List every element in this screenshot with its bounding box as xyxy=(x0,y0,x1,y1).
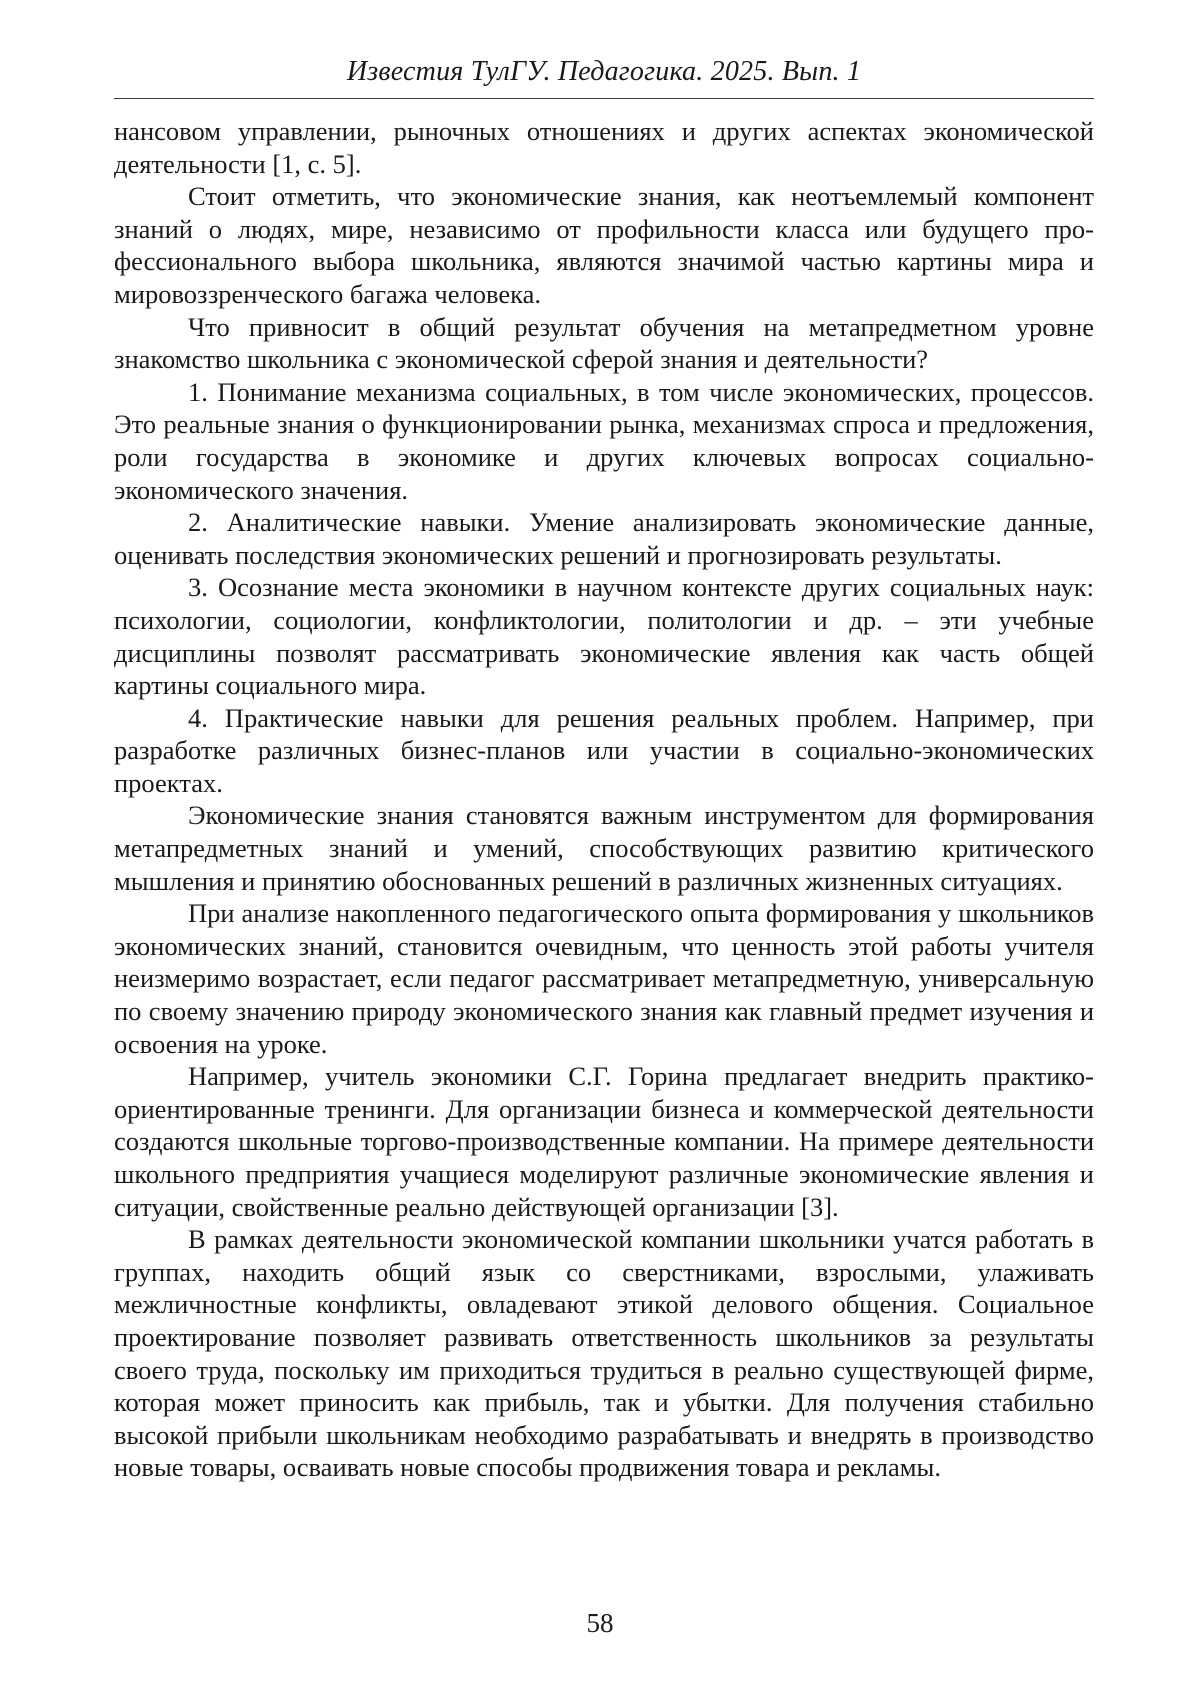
page-number: 58 xyxy=(586,1608,614,1638)
paragraph: Что привносит в общий результат обучения на метапредметном уровне знакомство школьника с экономической сферой знания и деятельности? xyxy=(114,311,1094,375)
list-item-paragraph: 4. Практические навыки для решения реальных проблем. Например, при разработке различных бизнес-планов или участии в социально-экономических проектах. xyxy=(114,702,1094,798)
paragraph: При анализе накопленного педагогического опыта формирования у школьников экономических знаний, становится очевидным, что ценность этой работы учителя неизмеримо возрастает, если педагог рассматривает метапредметную, универсальную по своему значению природу экономического знания как главный предмет изучения и освоения на уроке. xyxy=(114,898,1094,1059)
list-item-paragraph: 1. Понимание механизма социальных, в том числе экономических, процессов. Это реальные знания о функционировании рынка, механизмах спроса и предложения, роли государства в экономике и других ключевых вопросах социально-экономического значения. xyxy=(114,376,1094,505)
list-item-paragraph: 3. Осознание места экономики в научном контексте других социальных наук: психологии, социологии, конфликтологии, политологии и др. – эти учебные дисциплины позволят рассматривать экономические явления как часть общей картины социального мира. xyxy=(114,572,1094,701)
running-header: Известия ТулГУ. Педагогика. 2025. Вып. 1 xyxy=(346,56,862,87)
paragraph: В рамках деятельности экономической компании школьники учатся работать в группах, находить общий язык со сверстниками, взрослыми, улаживать межличностные конфликты, овладевают этикой делового общения. Социальное проектирование позволяет развивать ответственность школьников за результаты своего труда, поскольку им приходиться трудиться в реально существующей фирме, которая может приносить как прибыль, так и убытки. Для получения стабильно высокой прибыли школьникам необходимо разрабатывать и внедрять в производство новые товары, осваивать новые способы продвижения товара и рекламы. xyxy=(114,1224,1094,1483)
paragraph: нансовом управлении, рыночных отношениях и других аспектах экономической деятельности [1, с. 5]. xyxy=(114,116,1094,179)
header-rule xyxy=(114,98,1094,99)
paragraph: Например, учитель экономики С.Г. Горина предлагает внедрить практико-ориентированные тренинги. Для организации бизнеса и коммерческой деятельности создаются школьные торгово-производственные компании. На примере деятельности школьного предприятия учащиеся моделируют различные экономические явления и ситуации, свойственные реально действующей организации [3]. xyxy=(114,1061,1094,1222)
list-item-paragraph: 2. Аналитические навыки. Умение анализировать экономические данные, оценивать последствия экономических решений и прогнозировать результаты. xyxy=(114,507,1094,570)
paragraph: Экономические знания становятся важным инструментом для формирования метапредметных знаний и умений, способствующих развитию критического мышления и принятию обоснованных решений в различных жизненных ситуациях. xyxy=(114,800,1094,896)
paragraph: Стоит отметить, что экономические знания, как неотъемлемый компонент знаний о людях, мире, независимо от профильности класса или будущего профессионального выбора школьника, являются значимой частью картины мира и мировоззренческого багажа человека. xyxy=(114,181,1094,309)
body-text xyxy=(114,115,1094,1484)
